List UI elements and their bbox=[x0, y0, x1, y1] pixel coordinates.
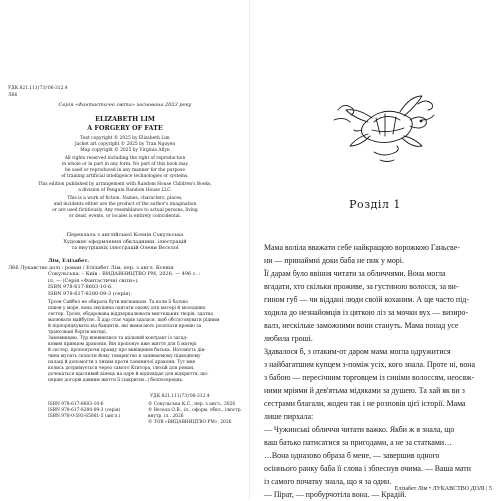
body-line: вгадати, хто скільки проживе, за густиною волосся, за ви- bbox=[264, 282, 459, 291]
copyright-line: All rights reserved including the right of reproduction bbox=[64, 156, 186, 161]
annotation-line: трансовані боргів матері. bbox=[48, 330, 108, 335]
isbn-line: ISBN 978-617-8280-09-3 (серія) bbox=[48, 408, 121, 413]
translation-credits bbox=[0, 232, 250, 252]
copyright-line: a division of Penguin Random House LLC. bbox=[78, 188, 172, 193]
body-line: осіннього ранку баба її слова і збпеснув очима. — Ваша мати bbox=[264, 464, 471, 473]
body-line: — Чужинські обличчя читати важко. Якби ж я знала, що bbox=[264, 425, 455, 434]
body-line: — Пірат, — пробурчотіла вона. — Крадій. bbox=[264, 490, 407, 499]
body-line: Її дарам було ввіння читати за обличчями. Вона могла bbox=[264, 269, 446, 278]
annotation-line: пішов у море, вона змушена одягати одежу для матері й молодших bbox=[48, 306, 206, 311]
udc-footer: УДК 821.111(73)'06-312.4 bbox=[150, 394, 210, 399]
annotation-block bbox=[48, 300, 219, 384]
credit-line: © Вєсела О.В., іл., оформ. обкл., ілюстр. bbox=[148, 408, 242, 413]
body-line: Мама воліла вважати себе найкращою ворожкою Ганьсве- bbox=[264, 243, 460, 252]
copyright-line: Text copyright © 2025 by Elizabeth Lim bbox=[80, 136, 170, 141]
running-footer bbox=[395, 486, 492, 492]
copyright-line: and incidents either are the product of the author's imagination bbox=[53, 202, 197, 207]
body-line: Здавалося б, з отаким-от даром мама могла одружитися bbox=[264, 347, 451, 356]
annotation-line: Замовницею. Тур впевнилися та щільний контракт із загад- bbox=[48, 336, 188, 341]
body-line: …Вона одназово образа б мене, — завершив одного bbox=[264, 451, 440, 460]
copyright-line: in whole or in part in any form. No part of this book may bbox=[61, 162, 189, 167]
illustrator-line: та внутрішніх ілюстрацій Олени Вєсєлої bbox=[71, 245, 179, 252]
copyright-line: or are used fictitiously. Any resemblance to actual persons, living bbox=[52, 208, 198, 213]
cip-isbn: ISBN 978-617-8280-09-3 (серія). bbox=[48, 290, 132, 297]
translator-line: Переклала з англійської Ксенія Сокульська bbox=[66, 232, 184, 238]
copyright-line: This is a work of fiction. Names, characters, places, bbox=[67, 196, 183, 201]
annotation-line: ковим принцом драконів. Він пропонує вже життя для її матері bbox=[48, 342, 197, 347]
body-line: ни — принаймні доки баба не пнк у морі. bbox=[264, 256, 404, 265]
annotation-line: колись дотримується через самого Ктитора, ілюзій для роман, bbox=[48, 366, 195, 371]
footer-separator: | bbox=[486, 486, 489, 492]
annotation-line: й сестер, пропонуючи правду про вивіщення батька. Натомість дів- bbox=[48, 348, 206, 353]
illustrator-line: Художнє оформлення обкладинки, ілюстрацій bbox=[63, 238, 187, 245]
annotation-line: дочекаться щасливий кінець на одре й відповідає для відкриття, що- bbox=[48, 372, 209, 377]
lbc-code: Л66 bbox=[8, 93, 18, 98]
cip-line: іл. — (Серія «Фантастичні світи»). bbox=[48, 277, 139, 284]
body-line: ходила до незнайомців із цяткою ліз за мочки вух — визиро- bbox=[264, 308, 469, 317]
credit-line: © Сокульська К.С., пер. з англ., 2026 bbox=[148, 402, 236, 407]
annotation-line: перше догорів давним життя її (закритих..) безпосереднь. bbox=[48, 378, 184, 383]
udc-code: УДК 821.111(73)'06-312.4 bbox=[8, 86, 68, 91]
copyright-line: be used or reproduced in any manner for the purpose bbox=[65, 168, 185, 173]
annotation-line: сестер. Трсен, обдарована віддзеркалювати мистецьких творів, здатна bbox=[48, 312, 213, 317]
left-page bbox=[0, 0, 250, 500]
body-line: гином губ — чи віддані люди своїй коханим. А ще часто під- bbox=[264, 295, 469, 304]
credit-block bbox=[148, 402, 242, 426]
body-line: сестрами благали, жоден так і не розповів цієї історії. Мама bbox=[264, 399, 466, 408]
credit-line: © ТОВ «ВИДАВНИЦТВО РМ», 2026 bbox=[148, 420, 232, 425]
right-page bbox=[250, 0, 500, 500]
isbn-line: ISBN 978-0-593-65061-5 (англ.) bbox=[48, 414, 121, 419]
annotation-line: чина мусить скласти йому товариство в запиваємому підводному bbox=[48, 354, 201, 359]
chapter-body-text bbox=[264, 241, 475, 501]
body-line: валз, нескільке заможними вони стануть. Мама понад усе bbox=[264, 321, 459, 330]
cip-line: Л66 Лукавство долі : роман / Елізабет Лім; пер. з англ. Ксенія bbox=[8, 264, 174, 271]
body-line: ваш батько патисатися за пригодами, а не за статками… bbox=[264, 438, 453, 447]
body-line: любила гроші. bbox=[264, 334, 313, 343]
series-note: Серія «Фантастичні світи» заснована 2023 року bbox=[58, 102, 192, 108]
chapter-label: Розділ 1 bbox=[349, 198, 401, 211]
cip-block bbox=[8, 258, 201, 298]
body-line: із самого початку знала, що я за один. bbox=[264, 477, 392, 486]
cip-isbn: ISBN 978-617-8603-10-6. bbox=[48, 284, 113, 291]
isbn-line: ISBN 978-617-8603-10-6 bbox=[48, 402, 104, 407]
cip-heading: Лім, Елізабет. bbox=[48, 258, 90, 264]
isbn-block bbox=[48, 402, 120, 420]
copyright-line: or dead, events, or locales is entirely coincidental. bbox=[68, 214, 182, 219]
body-line: з найбагатшим купцем з-поміж усіх, кого знала. Проте ні, вона bbox=[264, 360, 476, 369]
book-original-title: A FORGERY OF FATE bbox=[87, 124, 163, 132]
sea-turtle-illustration bbox=[330, 90, 440, 168]
footer-text: Елізабет Лім • ЛУКАВСТВО ДОЛІ bbox=[394, 486, 485, 492]
page-number: 5 bbox=[489, 486, 492, 492]
body-line: ними мріями й дев'ятьма мідяками за душею. Та хай як ви з bbox=[264, 386, 465, 395]
credit-line: внутр. іл., 2026 bbox=[148, 414, 184, 419]
annotation-line: палаці й допомогти з лихим проти таємничої дракони. Тут вже bbox=[48, 360, 196, 365]
cip-line: Сокульська. – Київ : ВИДАВНИЦТВО РМ, 2026. — 496 с. : bbox=[48, 271, 201, 278]
annotation-line: Трсен Сайбел не обирала бути вигнанкою. Та коли її батько bbox=[48, 300, 189, 305]
annotation-line: й підпорядкувати від бандитів, які вимагають розплати кровію за bbox=[48, 324, 202, 329]
copyright-line: This edition published by arrangement with Random House Children's Books, bbox=[38, 182, 212, 187]
copyright-line: of training artificial intelligence technologies or systems. bbox=[61, 174, 189, 179]
copyright-block bbox=[0, 136, 250, 220]
copyright-line: Jacket art copyright © 2025 by Tran Nguyen bbox=[74, 142, 176, 147]
book-author: ELIZABETH LIM bbox=[95, 115, 155, 123]
annotation-line: малювати майбутнє. Її дар стає чарів здалася, щоб обслуговувати рідним bbox=[48, 318, 220, 323]
copyright-line: Map copyright © 2025 by Virginia Allyn bbox=[80, 148, 170, 153]
body-line: з бабою — пересічним торговцем із синіми волоссям, неосяж- bbox=[264, 373, 475, 382]
body-line: лише пирхала: bbox=[264, 412, 314, 421]
